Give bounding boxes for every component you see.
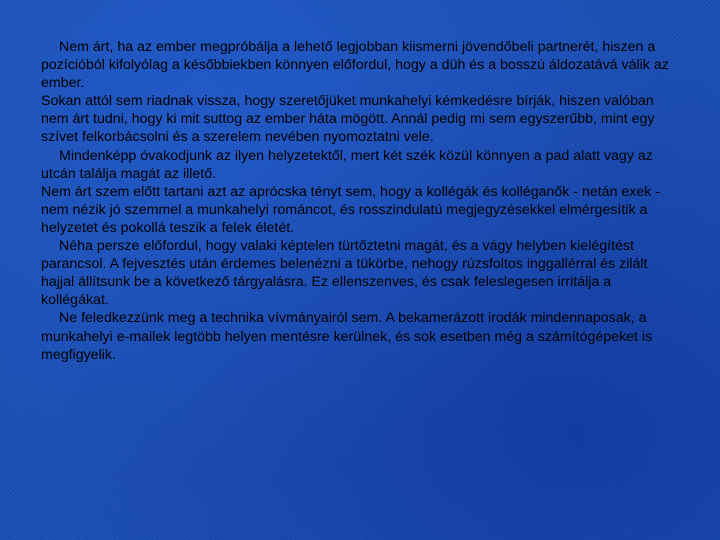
slide-text-body xyxy=(41,38,681,364)
paragraph-5: Néha persze előfordul, hogy valaki képtelen türtőztetni magát, és a vágy helyben kielégítést parancsol. A fejvesztés után érdemes belenézni a tükörbe, nehogy rúzsfoltos inggallérral és zilált hajjal állítsunk be a következő tárgyalásra. Ez ellenszenves, és csak feleslegesen irritálja a kollégákat. xyxy=(41,238,648,309)
paragraph-6: Ne feledkezzünk meg a technika vívmányairól sem. A bekamerázott irodák mindennaposak, a munkahelyi e-mailek legtöbb helyen mentésre kerülnek, és sok esetben még a számítógépeket is megfigyelik. xyxy=(41,310,653,363)
paragraph-1: Nem árt, ha az ember megpróbálja a lehető legjobban kiismerni jövendőbeli partnerét, hiszen a pozícióból kifolyólag a későbbiekben könnyen előfordul, hogy a düh és a bosszú áldozatává válik az ember. xyxy=(41,39,669,92)
paragraph-4: Nem árt szem előtt tartani azt az aprócska tényt sem, hogy a kollégák és kolléganők - netán exek - nem nézik jó szemmel a munkahelyi románcot, és rosszindulatú megjegyzésekkel elmérgesítik a helyzetet és pokollá teszik a felek életét. xyxy=(41,183,661,236)
paragraph-2: Sokan attól sem riadnak vissza, hogy szeretőjüket munkahelyi kémkedésre bírják, hiszen valóban nem árt tudni, hogy ki mit suttog az ember háta mögött. Annál pedig mi sem egyszerűbb, mint egy szívet felkorbácsolni és a szerelem nevében nyomoztatni vele. xyxy=(41,93,655,146)
paragraph-3: Mindenképp óvakodjunk az ilyen helyzetektől, mert két szék közül könnyen a pad alatt vagy az utcán találja magát az illető. xyxy=(41,147,653,182)
